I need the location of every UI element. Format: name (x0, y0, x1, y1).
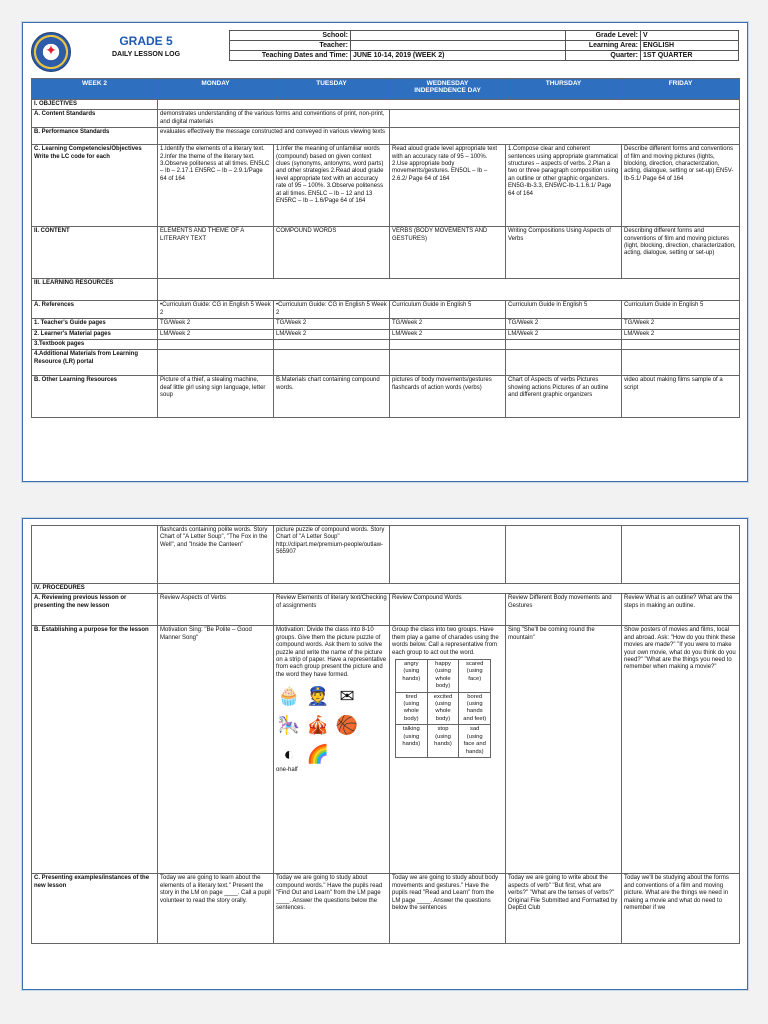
competencies-fri: Describe different forms and conventions of film and moving pictures (lights, blocking, direction, characterization, acting, dialogue, setting or set-up) EN5V-Ib-5.1/ Page 64 of 164 (622, 145, 740, 227)
school-label: School: (230, 31, 351, 41)
lm-fri: LM/Week 2 (622, 329, 740, 339)
continued-tue: picture puzzle of compound words. Story Chart of "A Letter Soup" http://clipart.me/premium-people/outlaw-565907 (274, 526, 390, 584)
lm-tue: LM/Week 2 (274, 329, 390, 339)
teacher-value (351, 41, 566, 51)
tg-mon: TG/Week 2 (158, 319, 274, 329)
references-fri: Curriculum Guide in English 5 (622, 301, 740, 319)
document-page-2 (22, 518, 748, 990)
presenting-fri: Today we'll be studying about the forms and conventions of a film and moving picture. What are the things we need in making a movie and what do need to remember if we (622, 874, 740, 944)
learning-resources-heading: III. LEARNING RESOURCES (32, 279, 158, 301)
competencies-mon: 1.Identify the elements of a literary text. 2.Infer the theme of the literary text. 3.Observe politeness at all times. EN5LC – Ib – 2.17.1 EN5RC – Ib – 2.9.1/Page 64 of 164 (158, 145, 274, 227)
purpose-fri: Show posters of movies and films, local and abroad. Ask: "How do you think these movies are made?" "If you were to make your own movie, what do you think do you need?" "What are the things you need to remember when making a movie?" (622, 626, 740, 874)
purpose-wed-text: Group the class into two groups. Have them play a game of charades using the words below. Call a representative from each group to act out the word. (392, 627, 499, 656)
presenting-mon: Today we are going to learn about the elements of a literary text." Present the story in the LM on page ____. Call a pupil volunteer to read the story orally. (158, 874, 274, 944)
content-wed: VERBS (BODY MOVEMENTS AND GESTURES) (390, 227, 506, 279)
continued-mon: flashcards containing polite words. Story Chart of "A Letter Soup", "The Fox in the Well", and "Inside the Canteen" (158, 526, 274, 584)
learning-area-value: ENGLISH (641, 41, 739, 51)
additional-materials-label: 4.Additional Materials from Learning Resource (LR) portal (32, 350, 158, 376)
reviewing-wed: Review Compound Words (390, 594, 506, 626)
presenting-wed: Today we are going to study about body movements and gestures." Have the pupils read "Read and Learn" from the LM page ____. Answer the questions below the sentences (390, 874, 506, 944)
reviewing-label: A. Reviewing previous lesson or presenting the new lesson (32, 594, 158, 626)
competencies-label: C. Learning Competencies/Objectives Write the LC code for each (32, 145, 158, 227)
document-header (31, 30, 739, 72)
lm-wed: LM/Week 2 (390, 329, 506, 339)
other-resources-thu: Chart of Aspects of verbs Pictures showing actions Pictures of an outline and different graphic organizers (506, 376, 622, 418)
purpose-wed (390, 626, 506, 874)
presenting-tue: Today we are going to study about compound words." Have the pupils read "Find Out and Learn" from the LM page ____. Answer the questions below the sentences. (274, 874, 390, 944)
content-standards-text: demonstrates understanding of the various forms and conventions of print, non-print, and digital materials (158, 110, 390, 128)
grade-level-value: V (641, 31, 739, 41)
grade-title: GRADE 5 (119, 34, 173, 48)
quarter-value: 1ST QUARTER (641, 51, 739, 61)
purpose-label: B. Establishing a purpose for the lesson (32, 626, 158, 874)
reviewing-mon: Review Aspects of Verbs (158, 594, 274, 626)
puzzle-pictures (276, 683, 387, 767)
content-thu: Writing Compositions Using Aspects of Verbs (506, 227, 622, 279)
col-week: WEEK 2 (32, 79, 158, 100)
learners-material-label: 2. Learner's Material pages (32, 329, 158, 339)
tg-fri: TG/Week 2 (622, 319, 740, 329)
dates-label: Teaching Dates and Time: (230, 51, 351, 61)
references-tue: •Curriculum Guide: CG in English 5 Week 2 (274, 301, 390, 319)
day-header-row (32, 79, 740, 100)
cupcake-icon: 🧁 (277, 685, 301, 706)
other-resources-mon: Picture of a thief, a stealing machine, deaf little girl using sign language, letter soup (158, 376, 274, 418)
references-label: A. References (32, 301, 158, 319)
merry-go-round-icon: 🎪 (306, 714, 330, 735)
lm-thu: LM/Week 2 (506, 329, 622, 339)
competencies-wed: Read aloud grade level appropriate text with an accuracy rate of 95 – 100%. 2.Use appropriate body movements/gestures. EN5OL – Ib – 2.6.2/ Page 64 of 164 (390, 145, 506, 227)
purpose-mon: Motivation Sing: "Be Polite – Good Manner Song" (158, 626, 274, 874)
purpose-tue-text: Motivation: Divide the class into 8-10 groups. Give them the picture puzzle of compound words. Ask them to solve the puzzle and write the name of the picture on a strip of paper. Have a representative from each group present the picture and the word they have formed. (276, 627, 387, 678)
content-tue: COMPOUND WORDS (274, 227, 390, 279)
grade-level-label: Grade Level: (566, 31, 641, 41)
col-wednesday: WEDNESDAY INDEPENDENCE DAY (390, 79, 506, 100)
col-tuesday: TUESDAY (274, 79, 390, 100)
other-resources-wed: pictures of body movements/gestures flashcards of action words (verbs) (390, 376, 506, 418)
competencies-tue: 1.Infer the meaning of unfamiliar words (compound) based on given context clues (synonyms, antonyms, word parts) and other strategies 2.Read aloud grade level appropriate text with an accuracy rate of 95 – 100%. 3.Observe politeness at all times. EN5LC – Ib – 12 and 13 EN5RC – Ib – 1.6/Page 64 of 164 (274, 145, 390, 227)
tg-tue: TG/Week 2 (274, 319, 390, 329)
tg-wed: TG/Week 2 (390, 319, 506, 329)
references-wed: Curriculum Guide in English 5 (390, 301, 506, 319)
purpose-thu: Sing "She'll be coming round the mountain" (506, 626, 622, 874)
fraction-caption: one-half (276, 767, 298, 774)
presenting-label: C. Presenting examples/instances of the new lesson (32, 874, 158, 944)
presenting-thu: Today we are going to write about the aspects of verb" "But first, what are verbs?" "What are the tenses of verbs?" Original File Submitted and Formatted by DepEd Club (506, 874, 622, 944)
envelope-icon: ✉ (339, 685, 355, 706)
col-monday: MONDAY (158, 79, 274, 100)
lesson-table-2 (31, 525, 740, 944)
other-resources-tue: B.Materials chart containing compound words. (274, 376, 390, 418)
references-mon: •Curriculum Guide: CG in English 5 Week 2 (158, 301, 274, 319)
col-thursday: THURSDAY (506, 79, 622, 100)
content-fri: Describing different forms and conventions of film and moving pictures (light, blocking, direction, characterization, acting, dialogue, setting or set-up) (622, 227, 740, 279)
reviewing-tue: Review Elements of literary text/Checking of assignments (274, 594, 390, 626)
carousel-icon: 🎠 (277, 714, 301, 735)
other-resources-label: B. Other Learning Resources (32, 376, 158, 418)
info-table (229, 30, 739, 61)
performance-standards-label: B. Performance Standards (32, 128, 158, 145)
teacher-label: Teacher: (230, 41, 351, 51)
purpose-tue (274, 626, 390, 874)
learning-area-label: Learning Area: (566, 41, 641, 51)
deped-seal-icon: ✦ (31, 32, 71, 72)
content-heading: II. CONTENT (32, 227, 158, 279)
reviewing-thu: Review Different Body movements and Gestures (506, 594, 622, 626)
lm-mon: LM/Week 2 (158, 329, 274, 339)
objectives-heading: I. OBJECTIVES (32, 100, 158, 110)
reviewing-fri: Review What is an outline? What are the steps in making an outline. (622, 594, 740, 626)
competencies-thu: 1.Compose clear and coherent sentences using appropriate grammatical structures – aspects of verbs. 2.Plan a two or three paragraph composition using an outline or other graphic organizers. EN5G-Ib-3.3, EN5WC-Ib-1.1.6.1/ Page 64 of 164 (506, 145, 622, 227)
textbook-label: 3.Textbook pages (32, 340, 158, 350)
references-thu: Curriculum Guide in English 5 (506, 301, 622, 319)
procedures-heading: IV. PROCEDURES (32, 584, 158, 594)
teachers-guide-label: 1. Teacher's Guide pages (32, 319, 158, 329)
charades-table: angry (using hands) happy (using whole body) scared (using face) tired (using whole body) excited (using whole body) bored (using hands and feet) talking (using hands) stop (using hands) sad (using face and hands) (395, 659, 491, 758)
basketball-icon: 🏀 (335, 714, 359, 735)
half-circle-icon: ◐ (283, 743, 295, 764)
dates-value: JUNE 10-14, 2019 (WEEK 2) (351, 51, 566, 61)
lesson-table-1 (31, 78, 740, 418)
content-standards-label: A. Content Standards (32, 110, 158, 128)
other-resources-fri: video about making films sample of a script (622, 376, 740, 418)
policeman-icon: 👮 (306, 685, 330, 706)
rainbow-icon: 🌈 (306, 743, 330, 764)
tg-thu: TG/Week 2 (506, 319, 622, 329)
content-mon: ELEMENTS AND THEME OF A LITERARY TEXT (158, 227, 274, 279)
document-page-1 (22, 22, 748, 482)
school-value (351, 31, 566, 41)
log-subtitle: DAILY LESSON LOG (111, 51, 181, 58)
performance-standards-text: evaluates effectively the message constructed and conveyed in various viewing texts (158, 128, 390, 145)
col-friday: FRIDAY (622, 79, 740, 100)
quarter-label: Quarter: (566, 51, 641, 61)
